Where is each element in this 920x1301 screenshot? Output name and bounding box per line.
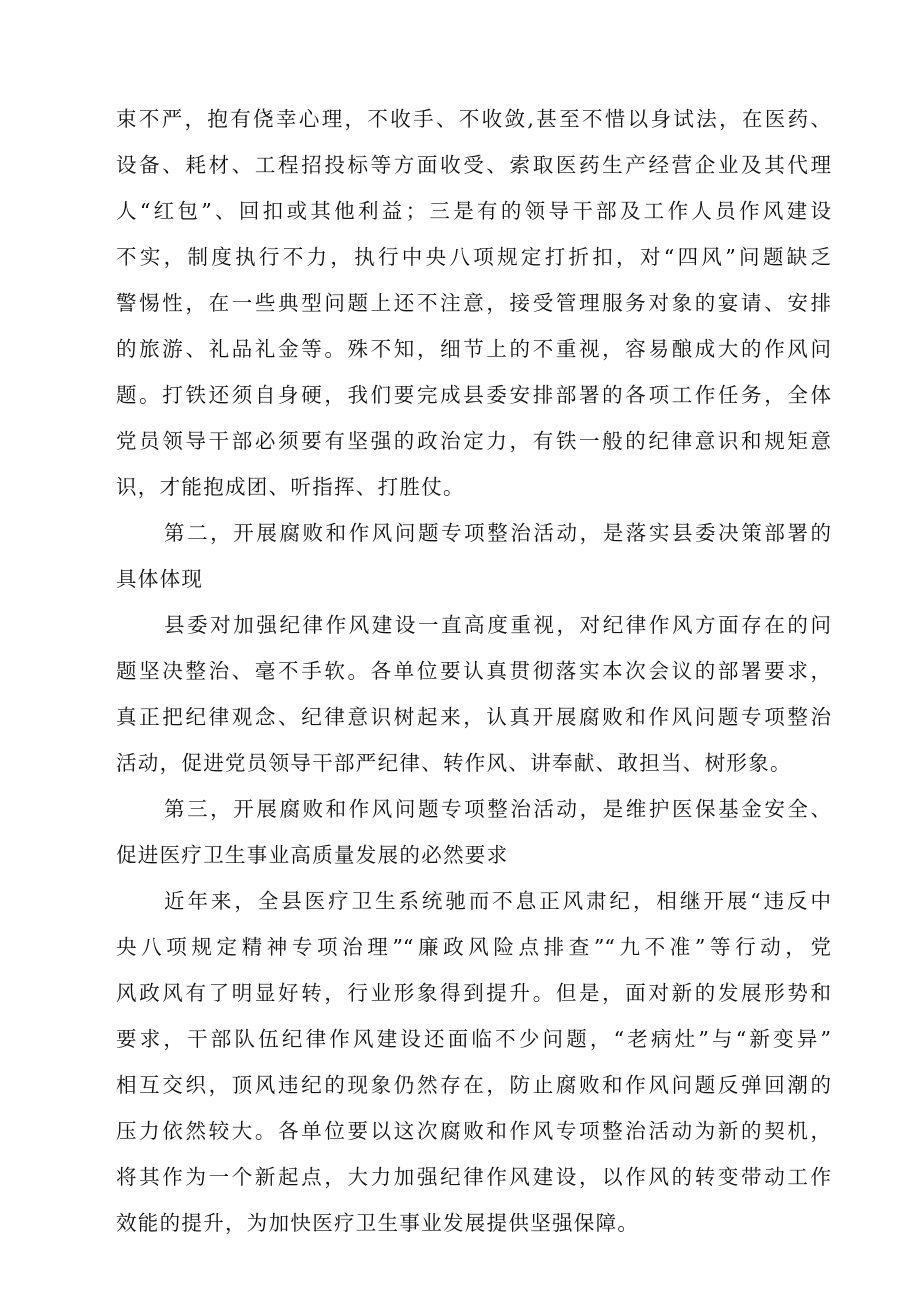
document-page xyxy=(116,96,831,1246)
text-line: 真正把纪律观念、纪律意识树起来，认真开展腐败和作风问题专项整治 xyxy=(116,705,831,729)
text-line: 人“红包”、回扣或其他利益；三是有的领导干部及工作人员作风建设 xyxy=(116,199,831,223)
text-line: 不实，制度执行不力，执行中央八项规定打折扣，对“四风”问题缺乏 xyxy=(116,245,831,269)
section-heading-line: 具体体现 xyxy=(116,567,204,591)
text-line: 活动，促进党员领导干部严纪律、转作风、讲奉献、敢担当、树形象。 xyxy=(116,751,792,775)
text-line: 相互交织，顶风违纪的现象仍然存在，防止腐败和作风问题反弹回潮的 xyxy=(116,1073,831,1097)
text-line: 将其作为一个新起点，大力加强纪律作风建设，以作风的转变带动工作 xyxy=(116,1165,831,1189)
text-line: 题。打铁还须自身硬，我们要完成县委安排部署的各项工作任务，全体 xyxy=(116,383,831,407)
text-line: 县委对加强纪律作风建设一直高度重视，对纪律作风方面存在的问 xyxy=(164,613,831,637)
text-line: 效能的提升，为加快医疗卫生事业发展提供坚强保障。 xyxy=(116,1211,640,1235)
text-line: 识，才能抱成团、听指挥、打胜仗。 xyxy=(116,475,465,499)
text-line: 警惕性，在一些典型问题上还不注意，接受管理服务对象的宴请、安排 xyxy=(116,291,831,315)
text-line: 央八项规定精神专项治理”“廉政风险点排查”“九不准”等行动，党 xyxy=(116,935,831,959)
text-line: 的旅游、礼品礼金等。殊不知，细节上的不重视，容易酿成大的作风问 xyxy=(116,337,831,361)
text-line: 党员领导干部必须要有坚强的政治定力，有铁一般的纪律意识和规矩意 xyxy=(116,429,831,453)
text-line: 近年来，全县医疗卫生系统驰而不息正风肃纪，相继开展“违反中 xyxy=(164,889,831,913)
text-line: 题坚决整治、毫不手软。各单位要认真贯彻落实本次会议的部署要求， xyxy=(116,659,831,683)
text-line: 束不严，抱有侥幸心理，不收手、不收敛,甚至不惜以身试法，在医药、 xyxy=(116,107,831,131)
text-line: 设备、耗材、工程招投标等方面收受、索取医药生产经营企业及其代理 xyxy=(116,153,831,177)
section-heading-line: 第三，开展腐败和作风问题专项整治活动，是维护医保基金安全、 xyxy=(164,797,831,821)
text-line: 压力依然较大。各单位要以这次腐败和作风专项整治活动为新的契机， xyxy=(116,1119,831,1143)
section-heading-line: 促进医疗卫生事业高质量发展的必然要求 xyxy=(116,843,509,867)
text-line: 风政风有了明显好转，行业形象得到提升。但是，面对新的发展形势和 xyxy=(116,981,831,1005)
text-line: 要求，干部队伍纪律作风建设还面临不少问题，“老病灶”与“新变异” xyxy=(116,1027,831,1051)
section-heading-line: 第二，开展腐败和作风问题专项整治活动，是落实县委决策部署的 xyxy=(164,521,831,545)
